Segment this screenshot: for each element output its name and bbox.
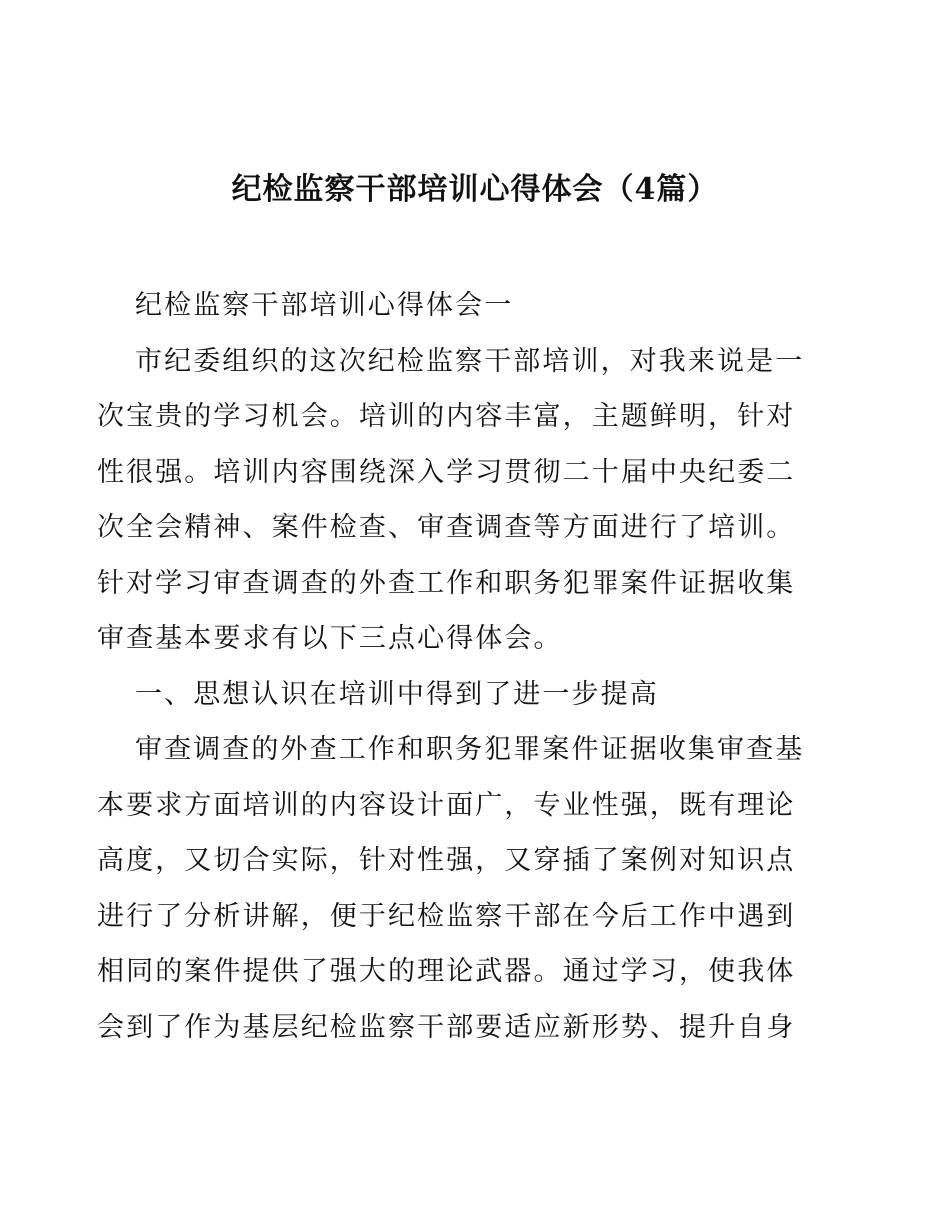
paragraph-line: 高度，又切合实际，针对性强，又穿插了案例对知识点 [97,845,796,876]
paragraph-line: 针对学习审查调查的外查工作和职务犯罪案件证据收集 [97,567,796,599]
paragraph-line: 次宝贵的学习机会。培训的内容丰富，主题鲜明，针对 [97,401,796,432]
paragraph-line: 相同的案件提供了强大的理论武器。通过学习，使我体 [97,956,796,987]
document-title: 纪检监察干部培训心得体会（4篇） [231,172,719,207]
paragraph-line: 审查调查的外查工作和职务犯罪案件证据收集审查基 [135,734,805,765]
subsection-heading-one: 一、思想认识在培训中得到了进一步提高 [135,678,659,710]
paragraph-line: 本要求方面培训的内容设计面广，专业性强，既有理论 [97,789,796,821]
section-heading-part-one: 纪检监察干部培训心得体会一 [135,290,514,321]
paragraph-line: 市纪委组织的这次纪检监察干部培训，对我来说是一 [135,345,805,377]
paragraph-line: 性很强。培训内容围绕深入学习贯彻二十届中央纪委二 [97,456,796,488]
paragraph-line: 次全会精神、案件检查、审查调查等方面进行了培训。 [97,512,796,543]
document-body [97,278,857,1055]
paragraph-line: 审查基本要求有以下三点心得体会。 [97,623,563,654]
paragraph-line: 会到了作为基层纪检监察干部要适应新形势、提升自身 [97,1011,796,1043]
paragraph-line: 进行了分析讲解，便于纪检监察干部在今后工作中遇到 [97,900,796,932]
